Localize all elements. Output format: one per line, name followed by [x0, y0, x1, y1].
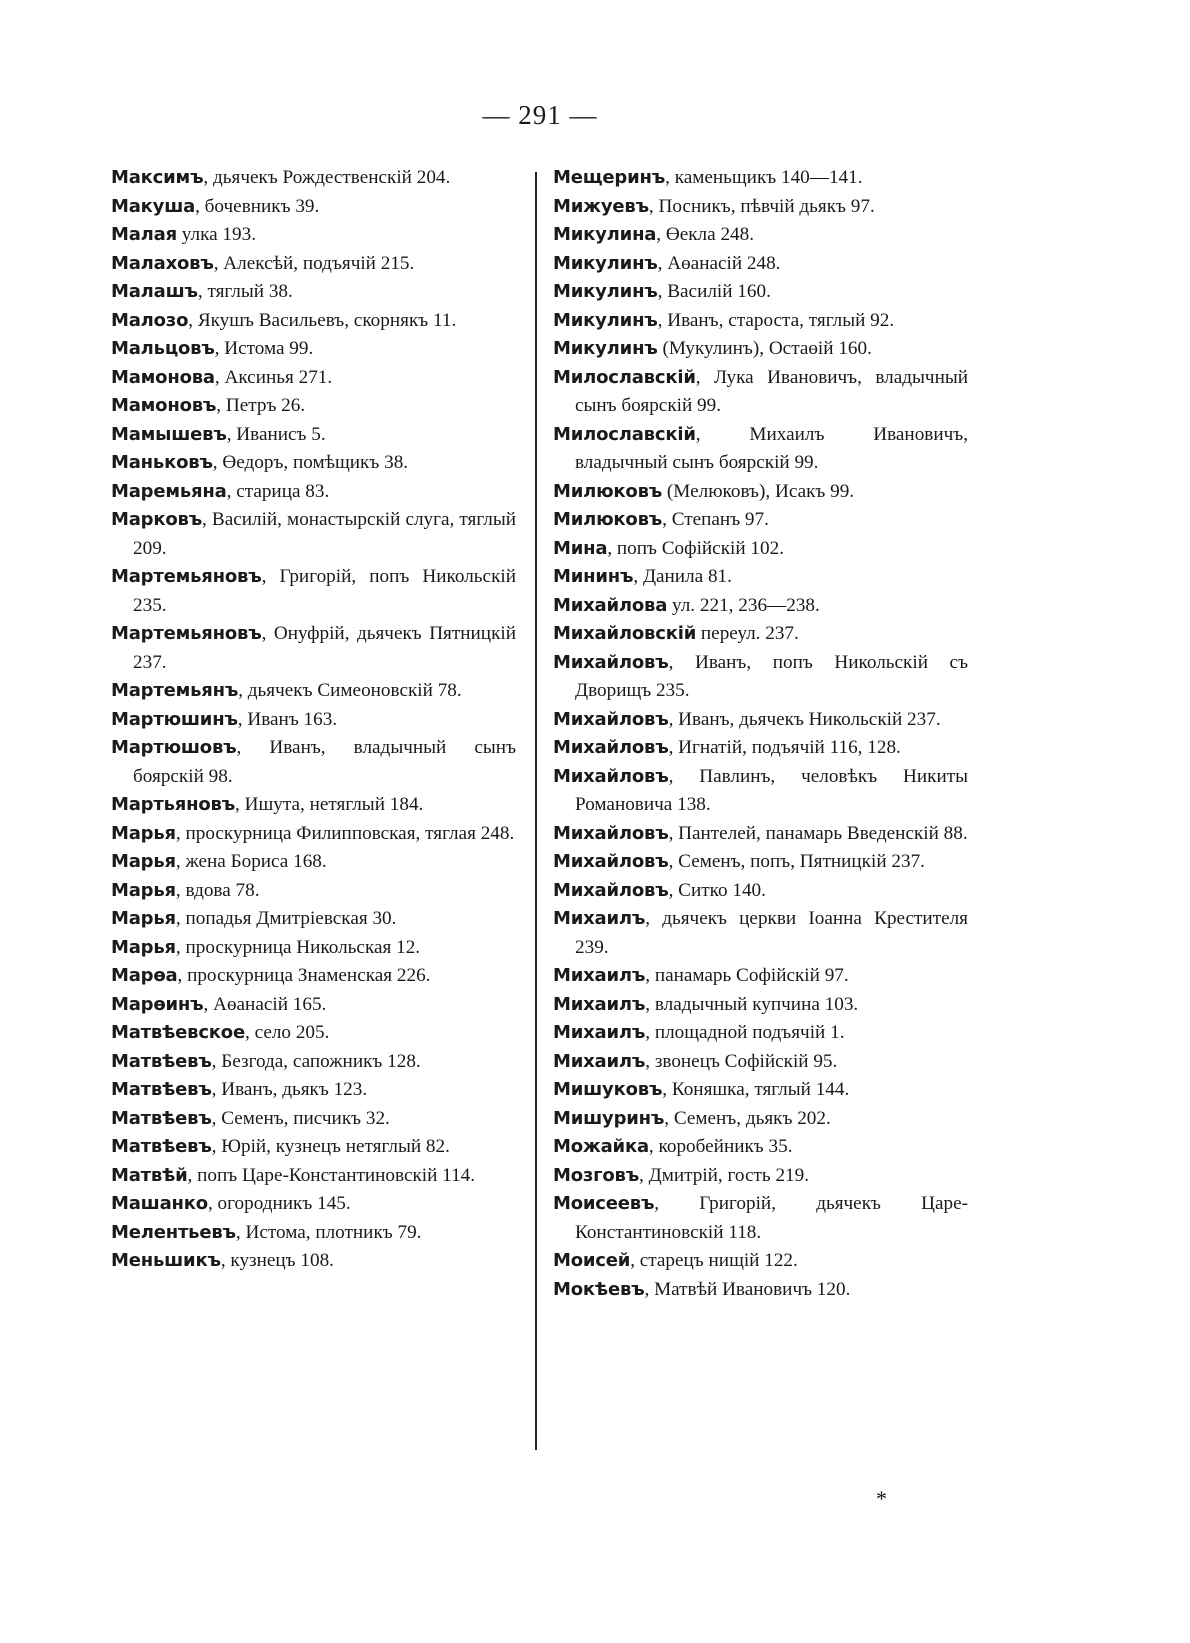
index-entry [553, 364, 968, 421]
index-description: , село 205. [245, 1022, 330, 1043]
index-entry [553, 734, 968, 763]
index-entry [553, 877, 968, 906]
index-headword: Мамонова [111, 366, 215, 388]
index-description: , Пантелей, панамарь Введенскій 88. [668, 822, 968, 844]
index-entry [553, 421, 968, 478]
index-headword: Марья [111, 822, 176, 844]
index-headword: Марья [111, 936, 176, 958]
index-entry [111, 1019, 516, 1048]
index-headword: Мартемьяновъ [111, 623, 262, 644]
index-description: , огородникъ 145. [207, 1193, 351, 1214]
index-headword: Маньковъ [111, 452, 213, 473]
index-description: , проскурница Никольская 12. [175, 936, 421, 958]
index-headword: Мина [553, 537, 608, 559]
index-entry [553, 763, 968, 820]
index-headword: Машанко [111, 1193, 208, 1214]
index-description: , Иванъ, владычный сынъ боярскій 98. [133, 737, 516, 787]
index-entry [111, 934, 516, 963]
index-headword: Михаилъ [553, 908, 646, 929]
index-entry [553, 221, 968, 250]
index-headword: Малашъ [111, 281, 198, 302]
index-entry [553, 592, 968, 621]
index-entry [553, 535, 968, 564]
index-headword: Можайка [553, 1136, 649, 1157]
index-headword: Михаилъ [553, 1022, 646, 1043]
index-headword: Михаилъ [553, 1050, 646, 1072]
index-description: ул. 221, 236—238. [667, 594, 820, 616]
index-headword: Микулинъ [553, 338, 658, 359]
index-headword: Михайловскій [553, 623, 697, 644]
index-description: , Өедоръ, помѣщикъ 38. [212, 452, 409, 473]
index-description: , Степанъ 97. [662, 509, 769, 530]
index-headword: Макуша [111, 195, 196, 217]
index-headword: Михайловъ [553, 822, 669, 844]
index-entry [111, 392, 516, 421]
index-headword: Мишуковъ [553, 1079, 663, 1100]
index-entry [111, 1219, 516, 1248]
index-headword: Моисеевъ [553, 1193, 655, 1214]
index-headword: Микулинъ [553, 281, 658, 302]
index-description: , Ситко 140. [668, 879, 766, 901]
index-description: , Истома, плотникъ 79. [235, 1221, 422, 1243]
index-entry [553, 1162, 968, 1191]
index-entry [111, 563, 516, 620]
index-description: , проскурница Филипповская, тяглая 248. [175, 822, 515, 844]
index-headword: Михаилъ [553, 993, 646, 1015]
index-description: , Павлинъ, человѣкъ Никиты Романовича 138. [575, 765, 968, 815]
index-entry [553, 1276, 968, 1305]
index-headword: Михайловъ [553, 651, 669, 673]
page-number: — 291 — [482, 100, 598, 130]
index-entry [553, 848, 968, 877]
index-headword: Милюковъ [553, 480, 663, 502]
index-description: , дьячекъ церкви Іоанна Крестителя 239. [575, 908, 968, 958]
index-entry [111, 164, 516, 193]
index-entry [111, 193, 516, 222]
index-entry [553, 706, 968, 735]
index-description: , Иванъ, староста, тяглый 92. [657, 309, 895, 331]
index-entry [111, 1048, 516, 1077]
index-entry [553, 1247, 968, 1276]
index-headword: Мелентьевъ [111, 1221, 236, 1243]
index-headword: Марөа [111, 965, 178, 986]
index-description: , коробейникъ 35. [648, 1136, 793, 1157]
index-entry [553, 1076, 968, 1105]
index-description: , Лука Ивановичъ, владычный сынъ боярскій 99. [575, 366, 968, 416]
index-entry [111, 848, 516, 877]
index-column-right [553, 164, 968, 1304]
index-headword: Марковъ [111, 509, 203, 530]
index-headword: Милославскій [553, 366, 696, 388]
index-headword: Мижуевъ [553, 195, 649, 217]
index-entry [553, 478, 968, 507]
index-description: , Иванъ, дьякъ 123. [211, 1079, 368, 1100]
index-entry [111, 278, 516, 307]
index-entry [553, 193, 968, 222]
index-entry [553, 1105, 968, 1134]
index-description: , звонецъ Софійскій 95. [645, 1050, 838, 1072]
index-headword: Мозговъ [553, 1164, 640, 1186]
index-entry [111, 734, 516, 791]
index-description: переул. 237. [696, 623, 799, 644]
index-entry [553, 962, 968, 991]
index-description: , Иванъ, попъ Никольскій съ Дворищъ 235. [575, 651, 968, 701]
index-description: , панамарь Софійскій 97. [645, 965, 849, 986]
index-headword: Моисей [553, 1250, 631, 1271]
index-entry [111, 1133, 516, 1162]
index-headword: Матвѣй [111, 1164, 188, 1186]
index-entry [553, 506, 968, 535]
index-description: , Коняшка, тяглый 144. [662, 1079, 850, 1100]
index-description: , Ишута, нетяглый 184. [235, 794, 424, 815]
index-entry [111, 250, 516, 279]
index-headword: Мартемьяновъ [111, 566, 262, 587]
index-headword: Мининъ [553, 566, 634, 587]
index-description: улка 193. [176, 224, 256, 245]
index-description: , жена Бориса 168. [175, 851, 327, 872]
index-description: , попадья Дмитріевская 30. [175, 908, 397, 929]
index-entry [111, 1105, 516, 1134]
index-entry [553, 335, 968, 364]
index-entry [111, 421, 516, 450]
index-headword: Марья [111, 908, 176, 929]
index-description: , Алексѣй, подъячій 215. [213, 252, 415, 274]
index-description: , Безгода, сапожникъ 128. [211, 1050, 421, 1072]
index-entry [111, 877, 516, 906]
index-description: , Дмитрій, гость 219. [639, 1164, 810, 1186]
index-entry [553, 1190, 968, 1247]
index-entry [111, 335, 516, 364]
index-entry [111, 1247, 516, 1276]
index-headword: Микулинъ [553, 309, 658, 331]
index-headword: Микулина [553, 224, 657, 245]
index-headword: Михайловъ [553, 708, 669, 730]
index-description: , Аөанасій 248. [657, 252, 781, 274]
index-description: , Данила 81. [633, 566, 732, 587]
index-entry [111, 449, 516, 478]
index-description: , Истома 99. [214, 338, 314, 359]
index-headword: Меньшикъ [111, 1250, 221, 1271]
index-headword: Малаховъ [111, 252, 214, 274]
index-entry [111, 478, 516, 507]
index-entry [111, 620, 516, 677]
index-description: , Матвѣй Ивановичъ 120. [644, 1278, 851, 1300]
index-entry [553, 1019, 968, 1048]
index-description: , бочевникъ 39. [195, 195, 320, 217]
index-entry [553, 563, 968, 592]
index-headword: Мартьяновъ [111, 794, 236, 815]
index-description: (Мукулинъ), Остаөій 160. [657, 338, 872, 359]
index-entry [553, 905, 968, 962]
index-entry [111, 991, 516, 1020]
index-entry [553, 250, 968, 279]
index-headword: Маремьяна [111, 480, 227, 502]
index-headword: Мокѣевъ [553, 1278, 645, 1300]
index-description: , Михаилъ Ивановичъ, владычный сынъ боярскій 99. [575, 423, 968, 473]
column-divider [535, 172, 537, 1450]
index-description: , Иванъ 163. [237, 708, 338, 730]
index-entry [111, 1076, 516, 1105]
index-entry [111, 706, 516, 735]
index-entry [553, 307, 968, 336]
index-headword: Матвѣевское [111, 1022, 245, 1043]
index-description: , Аксинья 271. [214, 366, 333, 388]
index-description: , тяглый 38. [197, 281, 293, 302]
index-headword: Михаилъ [553, 965, 646, 986]
index-description: , дьячекъ Симеоновскій 78. [238, 680, 462, 701]
index-description: , каменьщикъ 140—141. [665, 167, 863, 188]
index-description: , Игнатій, подъячій 116, 128. [668, 737, 901, 758]
index-headword: Михайловъ [553, 851, 669, 872]
index-description: , Григорій, дьячекъ Царе-Константиновскій 118. [575, 1193, 968, 1243]
index-headword: Матвѣевъ [111, 1107, 212, 1129]
index-description: , старица 83. [226, 480, 330, 502]
index-description: , дьячекъ Рождественскій 204. [203, 167, 451, 188]
index-headword: Матвѣевъ [111, 1079, 212, 1100]
index-entry [111, 221, 516, 250]
index-description: , старецъ нищій 122. [630, 1250, 798, 1271]
index-headword: Михайлова [553, 594, 668, 616]
index-description: , Григорій, попъ Никольскій 235. [133, 566, 516, 616]
index-description: , Якушъ Васильевъ, скорнякъ 11. [188, 309, 457, 331]
index-headword: Марья [111, 879, 176, 901]
index-headword: Мамышевъ [111, 423, 227, 445]
index-entry [111, 1162, 516, 1191]
index-headword: Мамоновъ [111, 395, 217, 416]
index-entry [553, 164, 968, 193]
index-headword: Михайловъ [553, 879, 669, 901]
index-headword: Мартюшовъ [111, 737, 237, 758]
index-headword: Марья [111, 851, 176, 872]
index-entry [111, 791, 516, 820]
index-headword: Мартемьянъ [111, 680, 239, 701]
index-description: , Онуфрій, дьячекъ Пятницкій 237. [133, 623, 516, 673]
index-entry [111, 962, 516, 991]
index-entry [553, 1048, 968, 1077]
index-description: , вдова 78. [175, 879, 260, 901]
index-headword: Мишуринъ [553, 1107, 665, 1129]
index-description: , Семенъ, писчикъ 32. [211, 1107, 390, 1129]
index-headword: Максимъ [111, 167, 204, 188]
index-headword: Мартюшинъ [111, 708, 238, 730]
index-entry [553, 991, 968, 1020]
index-headword: Матвѣевъ [111, 1050, 212, 1072]
index-description: , кузнецъ 108. [220, 1250, 334, 1271]
index-description: , Аөанасій 165. [203, 993, 327, 1015]
index-entry [553, 620, 968, 649]
index-description: , Иванисъ 5. [226, 423, 326, 445]
index-headword: Михайловъ [553, 765, 669, 787]
index-description: , Василій, монастырскій слуга, тяглый 209. [133, 509, 516, 559]
index-description: , Иванъ, дьячекъ Никольскій 237. [668, 708, 941, 730]
index-entry [111, 506, 516, 563]
index-headword: Милюковъ [553, 509, 663, 530]
index-description: , Василій 160. [657, 281, 771, 302]
index-column-left [111, 164, 516, 1276]
index-description: , Петръ 26. [216, 395, 306, 416]
index-entry [111, 307, 516, 336]
index-entry [553, 820, 968, 849]
index-headword: Малозо [111, 309, 189, 331]
index-headword: Матвѣевъ [111, 1136, 212, 1157]
index-description: , Посникъ, пѣвчій дьякъ 97. [648, 195, 875, 217]
index-description: , Өекла 248. [656, 224, 755, 245]
index-entry [111, 677, 516, 706]
index-entry [111, 1190, 516, 1219]
index-description: , Юрій, кузнецъ нетяглый 82. [211, 1136, 450, 1157]
footnote-star: * [876, 1486, 887, 1511]
index-headword: Михайловъ [553, 737, 669, 758]
index-description: , проскурница Знаменская 226. [177, 965, 431, 986]
index-headword: Микулинъ [553, 252, 658, 274]
index-headword: Милославскій [553, 423, 696, 445]
index-entry [111, 905, 516, 934]
index-entry [553, 1133, 968, 1162]
index-description: , попъ Софійскій 102. [607, 537, 784, 559]
index-description: , попъ Царе-Константиновскій 114. [187, 1164, 476, 1186]
index-headword: Мальцовъ [111, 338, 215, 359]
index-headword: Марөинъ [111, 993, 204, 1015]
index-entry [111, 820, 516, 849]
index-description: (Мелюковъ), Исакъ 99. [662, 480, 855, 502]
index-description: , площадной подъячій 1. [645, 1022, 845, 1043]
index-entry [553, 278, 968, 307]
index-headword: Мещеринъ [553, 167, 666, 188]
index-entry [111, 364, 516, 393]
index-headword: Малая [111, 224, 177, 245]
index-description: , владычный купчина 103. [645, 993, 859, 1015]
index-description: , Семенъ, дьякъ 202. [664, 1107, 831, 1129]
index-entry [553, 649, 968, 706]
index-description: , Семенъ, попъ, Пятницкій 237. [668, 851, 925, 872]
